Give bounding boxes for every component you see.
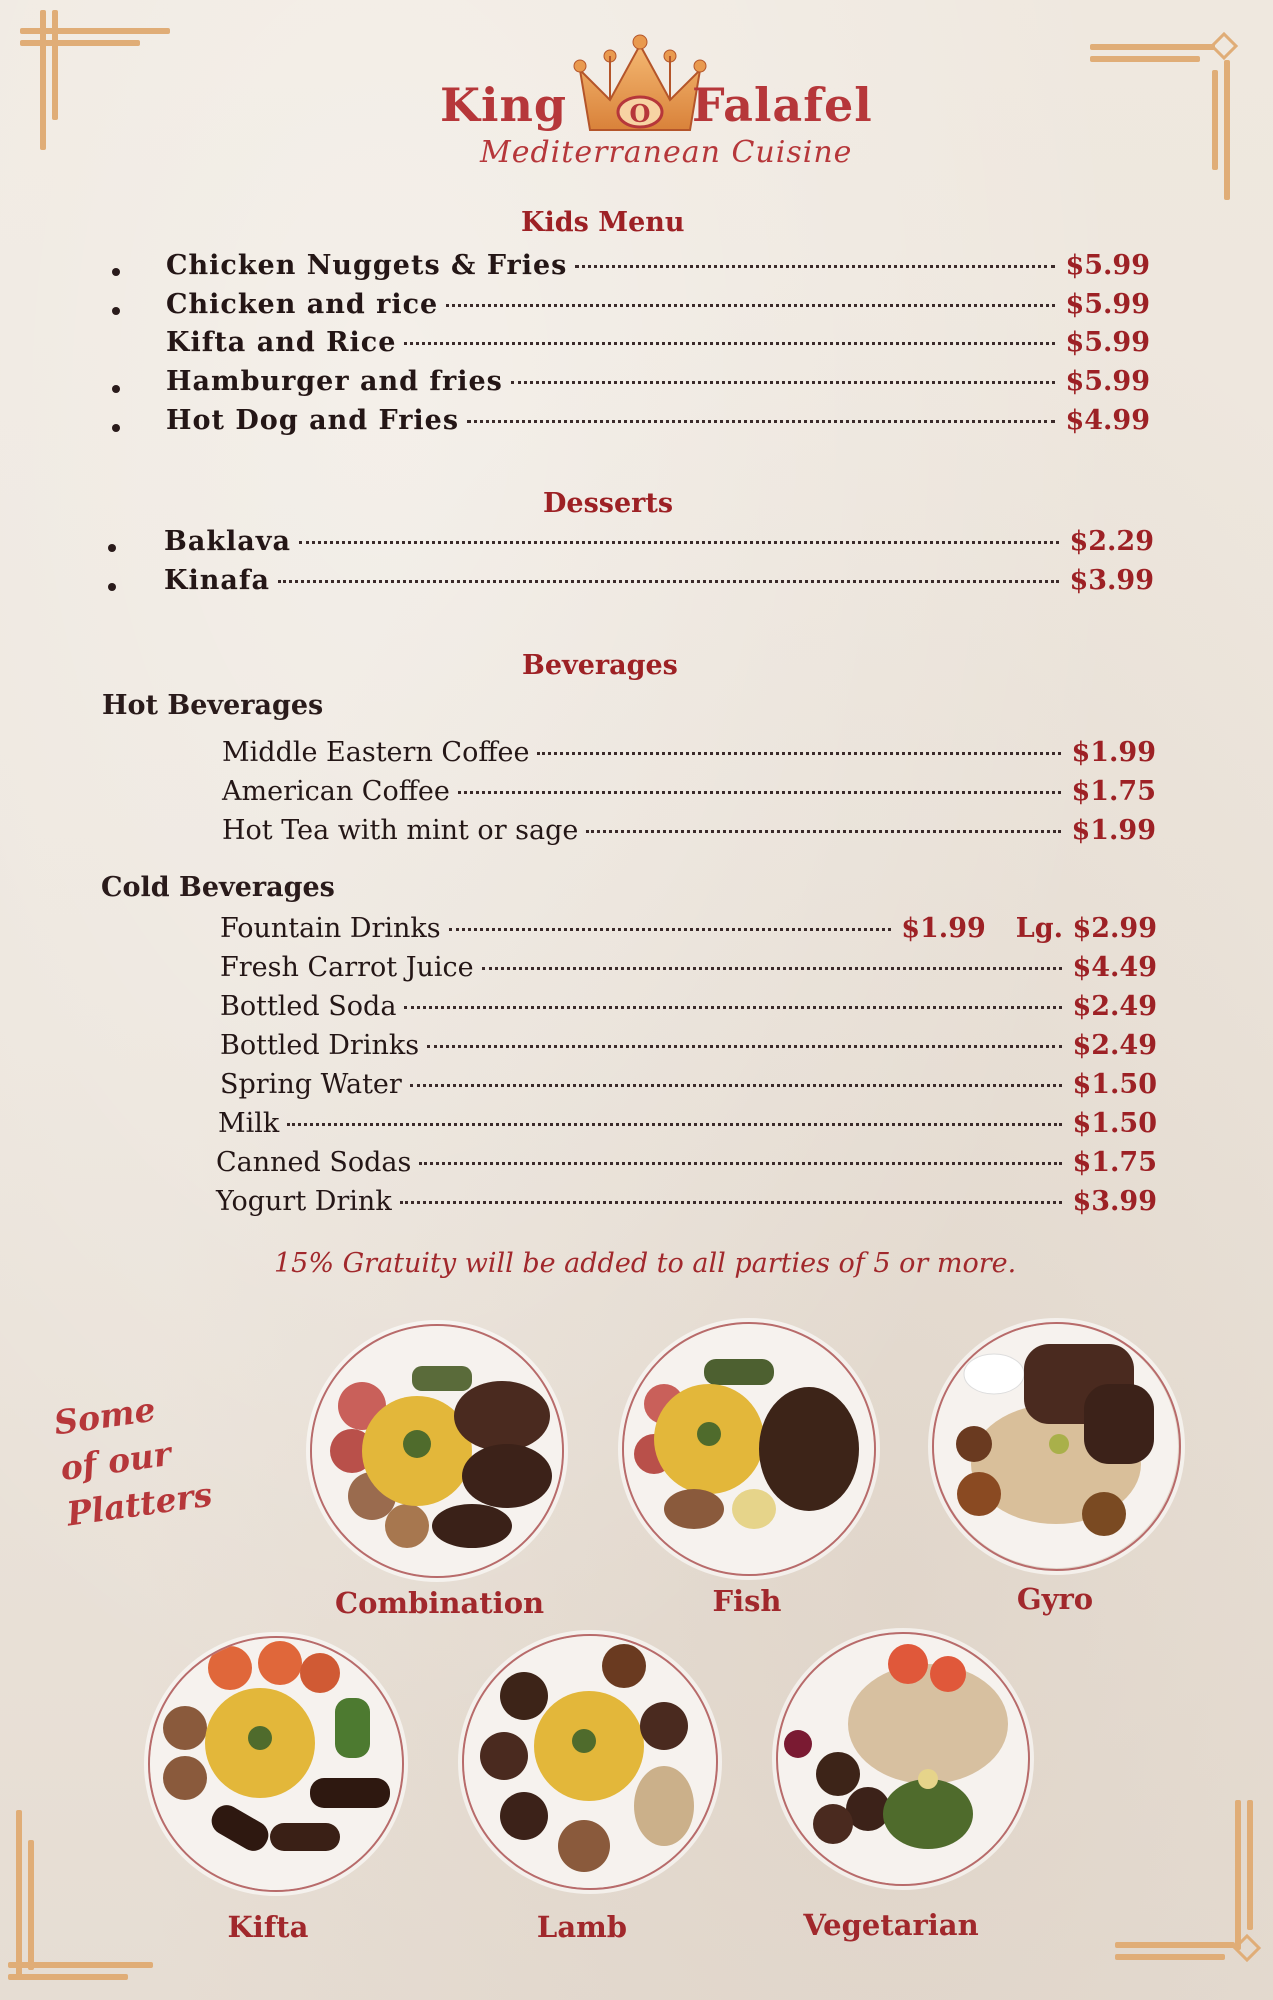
- list-item: [222, 776, 1156, 812]
- list-item: [166, 250, 1150, 286]
- platters-heading-line: of our: [57, 1433, 174, 1488]
- platters-heading-line: Platters: [64, 1474, 215, 1534]
- item-name: Hamburger and fries: [166, 366, 503, 397]
- platter-photo-kifta: [148, 1636, 404, 1892]
- platter-photo-combination: [310, 1324, 564, 1578]
- list-item: [166, 366, 1150, 402]
- platter-label-fish: Fish: [712, 1584, 782, 1618]
- list-item: [220, 991, 1157, 1027]
- item-price: $2.49: [1072, 991, 1157, 1022]
- leader-dots: [458, 791, 1062, 794]
- item-price: $1.50: [1072, 1108, 1157, 1139]
- item-name: Kinafa: [164, 565, 270, 596]
- leader-dots: [511, 381, 1056, 384]
- item-price: $5.99: [1065, 327, 1150, 358]
- leader-dots: [299, 541, 1059, 544]
- brand-name-falafel: Falafel: [692, 78, 873, 132]
- desserts-title: Desserts: [543, 488, 674, 519]
- bullet-icon: [112, 385, 120, 393]
- list-item: [220, 952, 1157, 988]
- leader-dots: [446, 304, 1055, 307]
- leader-dots: [400, 1201, 1063, 1204]
- gratuity-note: 15% Gratuity will be added to all parties of 5 or more.: [274, 1248, 1017, 1279]
- platter-photo-lamb: [462, 1634, 718, 1890]
- platter-photo-fish: [622, 1322, 876, 1576]
- platter-photo-vegetarian: [776, 1632, 1030, 1886]
- leader-dots: [575, 265, 1055, 268]
- leader-dots: [449, 928, 892, 931]
- list-item: [166, 289, 1150, 325]
- platter-photo-gyro: [932, 1322, 1181, 1571]
- item-price: $1.75: [1072, 1147, 1157, 1178]
- item-price: $5.99: [1065, 366, 1150, 397]
- list-item: [222, 737, 1156, 773]
- list-item: [166, 327, 1150, 363]
- item-price: $2.49: [1072, 1030, 1157, 1061]
- item-name: Spring Water: [220, 1069, 402, 1100]
- cold-beverages-heading: Cold Beverages: [101, 872, 335, 903]
- plate-image: [778, 1634, 1028, 1884]
- platter-label-lamb: Lamb: [536, 1910, 628, 1944]
- item-name: Baklava: [164, 526, 291, 557]
- list-item: [220, 1030, 1157, 1066]
- leader-dots: [537, 752, 1061, 755]
- item-name: Kifta and Rice: [166, 327, 397, 358]
- leader-dots: [467, 420, 1055, 423]
- list-item: [216, 1147, 1157, 1183]
- item-price: $1.99: [1071, 815, 1156, 846]
- item-price: $1.50: [1072, 1069, 1157, 1100]
- item-price: $5.99: [1065, 289, 1150, 320]
- item-price: $4.99: [1065, 405, 1150, 436]
- item-price: $4.49: [1072, 952, 1157, 983]
- item-price: $1.99: [901, 913, 986, 944]
- list-item: [220, 1069, 1157, 1105]
- item-name: Bottled Soda: [220, 991, 397, 1022]
- item-price: $2.29: [1069, 526, 1154, 557]
- list-item: [220, 913, 1157, 949]
- item-name: Hot Dog and Fries: [166, 405, 460, 436]
- platter-label-vegetarian: Vegetarian: [803, 1908, 979, 1942]
- list-item: [222, 815, 1156, 851]
- list-item: [164, 526, 1154, 562]
- item-price-large: Lg. $2.99: [1015, 913, 1157, 944]
- leader-dots: [419, 1162, 1062, 1165]
- beverages-title: Beverages: [522, 650, 678, 681]
- brand-name-king: King: [440, 78, 568, 132]
- plate-image: [624, 1324, 874, 1574]
- bullet-icon: [112, 268, 120, 276]
- item-name: Chicken Nuggets & Fries: [166, 250, 568, 281]
- item-price: $1.75: [1071, 776, 1156, 807]
- crown-icon: [570, 30, 710, 145]
- leader-dots: [482, 967, 1063, 970]
- king-falafel-logo: [430, 30, 890, 180]
- item-name: Chicken and rice: [166, 289, 439, 320]
- brand-tagline: Mediterranean Cuisine: [480, 135, 853, 170]
- item-name: Fountain Drinks: [220, 913, 441, 944]
- item-name: Bottled Drinks: [220, 1030, 420, 1061]
- platter-label-combination: Combination: [335, 1586, 545, 1620]
- item-price: $3.99: [1072, 1186, 1157, 1217]
- item-price: $1.99: [1071, 737, 1156, 768]
- kids-menu-title: Kids Menu: [521, 207, 685, 238]
- list-item: [218, 1108, 1157, 1144]
- leader-dots: [410, 1084, 1063, 1087]
- leader-dots: [287, 1123, 1062, 1126]
- item-name: American Coffee: [222, 776, 450, 807]
- crown-letter: O: [629, 99, 651, 128]
- item-name: Fresh Carrot Juice: [220, 952, 474, 983]
- item-name: Canned Sodas: [216, 1147, 412, 1178]
- plate-image: [464, 1636, 716, 1888]
- platters-heading-line: Some: [51, 1389, 158, 1443]
- plate-image: [934, 1324, 1179, 1569]
- leader-dots: [586, 830, 1061, 833]
- leader-dots: [278, 580, 1059, 583]
- list-item: [216, 1186, 1157, 1222]
- item-price: $3.99: [1069, 565, 1154, 596]
- platter-label-kifta: Kifta: [227, 1910, 309, 1944]
- platters-heading: [51, 1380, 215, 1537]
- bullet-icon: [112, 307, 120, 315]
- leader-dots: [404, 342, 1055, 345]
- leader-dots: [404, 1006, 1062, 1009]
- item-name: Middle Eastern Coffee: [222, 737, 530, 768]
- plate-image: [312, 1326, 562, 1576]
- item-name: Yogurt Drink: [216, 1186, 392, 1217]
- bullet-icon: [108, 544, 116, 552]
- item-name: Hot Tea with mint or sage: [222, 815, 579, 846]
- item-name: Milk: [218, 1108, 280, 1139]
- list-item: [164, 565, 1154, 601]
- platter-label-gyro: Gyro: [1016, 1582, 1094, 1616]
- item-price: $5.99: [1065, 250, 1150, 281]
- hot-beverages-heading: Hot Beverages: [102, 690, 324, 721]
- bullet-icon: [112, 424, 120, 432]
- bullet-icon: [108, 583, 116, 591]
- plate-image: [150, 1638, 402, 1890]
- leader-dots: [427, 1045, 1062, 1048]
- list-item: [166, 405, 1150, 441]
